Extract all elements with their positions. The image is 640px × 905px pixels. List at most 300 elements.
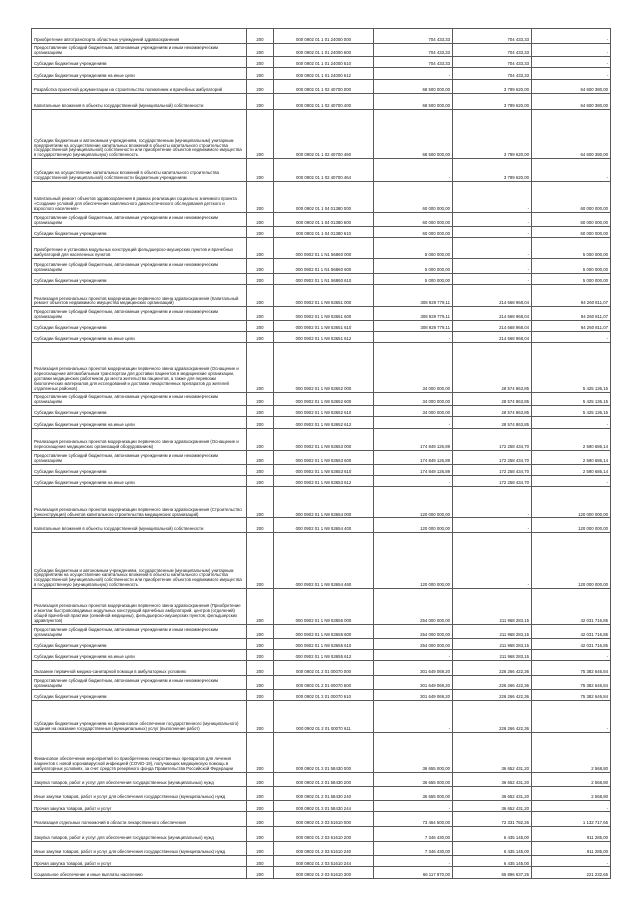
- row-approved-amount: 60 000 000,00: [374, 181, 453, 212]
- row-classification-code: 000 0902 01 2 01 00070 600: [274, 675, 374, 690]
- row-executed-amount: 36 652 431,20: [453, 801, 532, 812]
- table-row: [32, 343, 611, 392]
- row-approved-amount: 36 655 000,00: [374, 773, 453, 786]
- row-classification-code: 000 0902 01 2 03 51610 000: [274, 812, 374, 827]
- row-executed-amount: 704 433,33: [453, 68, 532, 79]
- row-executed-amount: 6 435 145,00: [453, 841, 532, 856]
- row-name: Субсидии бюджетным учреждениям: [32, 406, 247, 417]
- row-executed-amount: 172 258 434,70: [453, 428, 532, 450]
- row-name: Субсидии бюджетным учреждениям на финансовое обеспечение государственного (муниципального) задания на оказание государственных (муниципальных) услуг (выполнение работ): [32, 701, 247, 732]
- table-row: [32, 417, 611, 428]
- row-classification-code: 000 0902 01 1 N9 53653 610: [274, 464, 374, 475]
- table-row: [32, 690, 611, 701]
- row-name: Субсидии бюджетным учреждениям: [32, 464, 247, 475]
- row-unexecuted-amount: 60 000 000,00: [532, 226, 611, 237]
- row-executed-amount: 214 668 968,04: [453, 307, 532, 320]
- row-approved-amount: -: [374, 159, 453, 181]
- row-code: 200: [247, 320, 274, 331]
- row-classification-code: 000 0902 01 2 01 58430 000: [274, 732, 374, 772]
- row-approved-amount: 60 000 000,00: [374, 213, 453, 226]
- table-row: [32, 181, 611, 212]
- row-code: 200: [247, 638, 274, 649]
- row-executed-amount: 214 668 968,04: [453, 320, 532, 331]
- row-executed-amount: 6 435 145,00: [453, 856, 532, 867]
- row-name: Реализация региональных проектов модернизации первичного звена здравоохранения (Оснащение и переоснащение автомобильным транспортом для доставки пациентов в медицинские организации, доставки медицинских работников до места жительства пациентов, а также для перевозки биологических материалов для исследований и доставки лекарственных препаратов до жителей отдаленных районов): [32, 343, 247, 392]
- table-row: [32, 827, 611, 842]
- row-approved-amount: 7 346 430,00: [374, 827, 453, 842]
- row-classification-code: 000 0902 01 1 N9 53652 000: [274, 343, 374, 392]
- table-row: [32, 701, 611, 732]
- table-row: [32, 451, 611, 464]
- row-unexecuted-amount: -: [532, 159, 611, 181]
- row-executed-amount: 28 574 863,85: [453, 417, 532, 428]
- row-approved-amount: -: [374, 701, 453, 732]
- row-unexecuted-amount: 64 600 380,00: [532, 94, 611, 110]
- row-classification-code: 000 0902 01 2 01 00070 610: [274, 690, 374, 701]
- row-code: 200: [247, 159, 274, 181]
- row-name: Субсидии бюджетным учреждениям: [32, 57, 247, 68]
- row-code: 200: [247, 273, 274, 284]
- row-approved-amount: 68 500 000,00: [374, 94, 453, 110]
- row-approved-amount: -: [374, 332, 453, 343]
- row-name: Реализация региональных проектов модернизации первичного звена здравоохранения (Строительство (реконструкция) объектов капитального строительства медицинских организаций): [32, 486, 247, 517]
- row-approved-amount: 308 929 779,11: [374, 284, 453, 306]
- row-code: 200: [247, 259, 274, 274]
- row-code: 200: [247, 827, 274, 842]
- row-executed-amount: 211 968 283,15: [453, 638, 532, 649]
- row-executed-amount: 704 433,33: [453, 57, 532, 68]
- row-name: Социальное обеспечение и иные выплаты населению: [32, 867, 247, 878]
- row-code: 200: [247, 812, 274, 827]
- row-code: 200: [247, 841, 274, 856]
- row-unexecuted-amount: 2 590 686,14: [532, 451, 611, 464]
- table-row: [32, 226, 611, 237]
- row-unexecuted-amount: 2 568,80: [532, 732, 611, 772]
- row-name: Субсидии бюджетным учреждениям: [32, 273, 247, 284]
- row-code: 200: [247, 625, 274, 638]
- table-row: [32, 801, 611, 812]
- row-name: Иные закупки товаров, работ и услуг для обеспечения государственных (муниципальных) нужд: [32, 841, 247, 856]
- row-name: Реализация отдельных полномочий в области лекарственного обеспечения: [32, 812, 247, 827]
- row-name: Предоставление субсидий бюджетным, автономным учреждениям и иным некоммерческим организациям: [32, 43, 247, 56]
- row-code: 200: [247, 486, 274, 517]
- row-approved-amount: 254 000 000,00: [374, 625, 453, 638]
- row-code: 200: [247, 675, 274, 690]
- row-executed-amount: 3 799 620,00: [453, 79, 532, 94]
- row-unexecuted-amount: 94 260 811,07: [532, 320, 611, 331]
- row-approved-amount: 254 000 000,00: [374, 589, 453, 625]
- row-approved-amount: 704 433,33: [374, 43, 453, 56]
- table-row: [32, 856, 611, 867]
- row-executed-amount: 226 266 422,36: [453, 701, 532, 732]
- table-row: [32, 841, 611, 856]
- row-executed-amount: 3 799 620,00: [453, 94, 532, 110]
- row-approved-amount: 174 849 126,89: [374, 428, 453, 450]
- row-code: 200: [247, 237, 274, 258]
- row-approved-amount: 120 000 000,00: [374, 486, 453, 517]
- row-approved-amount: 34 000 000,00: [374, 406, 453, 417]
- table-row: [32, 392, 611, 405]
- table-row: [32, 428, 611, 450]
- table-row: [32, 213, 611, 226]
- row-classification-code: 000 0902 01 1 N9 53654 400: [274, 518, 374, 533]
- row-name: Закупка товаров, работ и услуг для обеспечения государственных (муниципальных) нужд: [32, 827, 247, 842]
- table-row: [32, 589, 611, 625]
- row-executed-amount: -: [453, 237, 532, 258]
- row-code: 200: [247, 181, 274, 212]
- table-row: [32, 475, 611, 486]
- row-executed-amount: -: [453, 533, 532, 589]
- row-unexecuted-amount: 5 000 000,00: [532, 259, 611, 274]
- row-approved-amount: 34 000 000,00: [374, 392, 453, 405]
- row-classification-code: 000 0902 01 2 01 58430 240: [274, 786, 374, 801]
- table-row: [32, 29, 611, 44]
- row-unexecuted-amount: 5 000 000,00: [532, 273, 611, 284]
- row-executed-amount: -: [453, 226, 532, 237]
- row-executed-amount: 36 652 431,20: [453, 773, 532, 786]
- row-unexecuted-amount: 5 425 136,15: [532, 406, 611, 417]
- row-classification-code: 000 0902 01 1 N9 53651 000: [274, 284, 374, 306]
- row-unexecuted-amount: -: [532, 68, 611, 79]
- row-code: 200: [247, 284, 274, 306]
- row-code: 200: [247, 867, 274, 878]
- row-unexecuted-amount: 75 382 646,84: [532, 675, 611, 690]
- row-code: 200: [247, 226, 274, 237]
- row-executed-amount: 226 266 422,36: [453, 660, 532, 675]
- row-unexecuted-amount: -: [532, 475, 611, 486]
- row-unexecuted-amount: -: [532, 801, 611, 812]
- row-unexecuted-amount: 2 568,80: [532, 773, 611, 786]
- table-row: [32, 786, 611, 801]
- row-unexecuted-amount: 94 260 811,07: [532, 284, 611, 306]
- row-classification-code: 000 0902 01 1 N9 53653 000: [274, 428, 374, 450]
- row-classification-code: 000 0902 01 1 N9 53651 610: [274, 320, 374, 331]
- row-executed-amount: 211 968 283,15: [453, 649, 532, 660]
- row-classification-code: 000 0902 01 1 N9 53653 600: [274, 451, 374, 464]
- row-approved-amount: 308 929 779,11: [374, 307, 453, 320]
- row-approved-amount: 34 000 000,00: [374, 343, 453, 392]
- row-classification-code: 000 0902 01 1 N9 53655 000: [274, 589, 374, 625]
- row-code: 200: [247, 801, 274, 812]
- row-code: 200: [247, 79, 274, 94]
- row-approved-amount: -: [374, 856, 453, 867]
- row-code: 200: [247, 94, 274, 110]
- expenses-table: [31, 28, 611, 879]
- table-row: [32, 57, 611, 68]
- table-row: [32, 732, 611, 772]
- row-unexecuted-amount: -: [532, 43, 611, 56]
- row-unexecuted-amount: 64 600 380,00: [532, 109, 611, 158]
- table-row: [32, 273, 611, 284]
- row-unexecuted-amount: 120 000 000,00: [532, 518, 611, 533]
- row-approved-amount: 66 117 870,00: [374, 867, 453, 878]
- row-code: 200: [247, 29, 274, 44]
- row-unexecuted-amount: 2 568,80: [532, 786, 611, 801]
- row-code: 200: [247, 109, 274, 158]
- row-approved-amount: 301 649 069,20: [374, 690, 453, 701]
- row-code: 200: [247, 343, 274, 392]
- table-row: [32, 867, 611, 878]
- row-code: 200: [247, 589, 274, 625]
- row-approved-amount: 5 000 000,00: [374, 237, 453, 258]
- row-name: Оказание первичной медико-санитарной помощи в амбулаторных условиях: [32, 660, 247, 675]
- row-approved-amount: 36 655 000,00: [374, 786, 453, 801]
- row-code: 200: [247, 406, 274, 417]
- row-classification-code: 000 0902 01 1 01 24000 612: [274, 68, 374, 79]
- row-executed-amount: 172 258 434,70: [453, 475, 532, 486]
- row-name: Прочая закупка товаров, работ и услуг: [32, 801, 247, 812]
- row-executed-amount: 36 652 431,20: [453, 786, 532, 801]
- row-approved-amount: 68 500 000,00: [374, 109, 453, 158]
- row-classification-code: 000 0902 01 2 01 58430 200: [274, 773, 374, 786]
- row-name: Капитальные вложения в объекты государственной (муниципальной) собственности: [32, 518, 247, 533]
- row-unexecuted-amount: 5 425 136,15: [532, 392, 611, 405]
- row-approved-amount: 174 849 126,89: [374, 451, 453, 464]
- row-unexecuted-amount: 120 000 000,00: [532, 533, 611, 589]
- row-executed-amount: 3 799 620,00: [453, 159, 532, 181]
- row-unexecuted-amount: 2 590 686,14: [532, 464, 611, 475]
- row-unexecuted-amount: 42 031 716,85: [532, 625, 611, 638]
- table-row: [32, 237, 611, 258]
- row-name: Субсидии бюджетным учреждениям: [32, 226, 247, 237]
- row-unexecuted-amount: 2 590 686,14: [532, 428, 611, 450]
- row-classification-code: 000 0902 01 1 04 01380 000: [274, 181, 374, 212]
- row-classification-code: 000 0902 01 1 N9 53651 612: [274, 332, 374, 343]
- table-row: [32, 332, 611, 343]
- row-code: 200: [247, 417, 274, 428]
- row-approved-amount: 5 000 000,00: [374, 259, 453, 274]
- row-code: 200: [247, 649, 274, 660]
- table-row: [32, 79, 611, 94]
- row-unexecuted-amount: 1 132 717,65: [532, 812, 611, 827]
- row-approved-amount: 5 000 000,00: [374, 273, 453, 284]
- table-row: [32, 259, 611, 274]
- row-approved-amount: -: [374, 801, 453, 812]
- row-unexecuted-amount: 221 232,65: [532, 867, 611, 878]
- row-code: 200: [247, 786, 274, 801]
- row-code: 200: [247, 660, 274, 675]
- row-name: Финансовое обеспечение мероприятий по приобретению лекарственных препаратов для лечения пациентов с новой коронавирусной инфекцией (COVID-19), получающих медицинскую помощь в амбулаторных условиях, за счет средств резервного фонда Правительства Российской Федерации: [32, 732, 247, 772]
- table-body: [32, 29, 611, 879]
- row-classification-code: 000 0902 01 1 N9 53653 612: [274, 475, 374, 486]
- table-row: [32, 625, 611, 638]
- row-approved-amount: 704 433,33: [374, 29, 453, 44]
- row-approved-amount: 301 649 069,20: [374, 660, 453, 675]
- row-executed-amount: 214 668 968,04: [453, 284, 532, 306]
- row-unexecuted-amount: 64 600 380,00: [532, 79, 611, 94]
- row-classification-code: 000 0902 01 1 01 24000 600: [274, 43, 374, 56]
- row-executed-amount: 704 433,33: [453, 43, 532, 56]
- row-name: Субсидии бюджетным учреждениям на иные цели: [32, 332, 247, 343]
- row-approved-amount: 7 346 430,00: [374, 841, 453, 856]
- row-unexecuted-amount: -: [532, 332, 611, 343]
- row-classification-code: 000 0902 01 1 01 24000 000: [274, 29, 374, 44]
- row-classification-code: 000 0902 01 1 02 40700 000: [274, 79, 374, 94]
- row-code: 200: [247, 57, 274, 68]
- row-classification-code: 000 0902 01 2 03 51610 200: [274, 827, 374, 842]
- row-name: Приобретение автотранспорта областных учреждений здравоохранения: [32, 29, 247, 44]
- row-unexecuted-amount: -: [532, 649, 611, 660]
- row-executed-amount: -: [453, 181, 532, 212]
- row-classification-code: 000 0902 01 2 03 51610 244: [274, 856, 374, 867]
- row-classification-code: 000 0902 01 1 02 40700 464: [274, 159, 374, 181]
- row-approved-amount: 704 433,33: [374, 57, 453, 68]
- row-classification-code: 000 0902 01 1 N1 56860 000: [274, 237, 374, 258]
- row-code: 200: [247, 856, 274, 867]
- table-row: [32, 307, 611, 320]
- row-approved-amount: 73 464 500,00: [374, 812, 453, 827]
- row-classification-code: 000 0902 01 1 N9 53654 460: [274, 533, 374, 589]
- row-code: 200: [247, 307, 274, 320]
- row-name: Предоставление субсидий бюджетным, автономным учреждениям и иным некоммерческим организациям: [32, 625, 247, 638]
- table-row: [32, 660, 611, 675]
- row-name: Субсидии бюджетным учреждениям: [32, 638, 247, 649]
- row-approved-amount: 36 655 000,00: [374, 732, 453, 772]
- row-code: 200: [247, 43, 274, 56]
- row-classification-code: 000 0902 01 1 04 01380 600: [274, 213, 374, 226]
- row-executed-amount: 211 968 283,15: [453, 589, 532, 625]
- row-approved-amount: 120 000 000,00: [374, 533, 453, 589]
- row-executed-amount: 3 799 620,00: [453, 109, 532, 158]
- row-name: Субсидии бюджетным и автономным учреждениям, государственным (муниципальным) унитарным предприятиям на осуществление капитальных вложений в объекты капитального строительства государственной (муниципальной) собственности или приобретение объектов недвижимого имущества в государственную (муниципальную) собственность: [32, 109, 247, 158]
- table-row: [32, 43, 611, 56]
- row-name: Субсидии бюджетным учреждениям на иные цели: [32, 68, 247, 79]
- table-row: [32, 518, 611, 533]
- row-executed-amount: 6 435 145,00: [453, 827, 532, 842]
- row-unexecuted-amount: -: [532, 856, 611, 867]
- row-unexecuted-amount: 5 000 000,00: [532, 237, 611, 258]
- row-code: 200: [247, 518, 274, 533]
- row-approved-amount: -: [374, 68, 453, 79]
- row-executed-amount: 28 574 863,85: [453, 343, 532, 392]
- row-unexecuted-amount: -: [532, 57, 611, 68]
- row-executed-amount: -: [453, 259, 532, 274]
- row-classification-code: 000 0902 01 1 02 40700 400: [274, 94, 374, 110]
- row-name: Субсидии бюджетным учреждениям: [32, 690, 247, 701]
- row-classification-code: 000 0902 01 2 01 00070 000: [274, 660, 374, 675]
- row-name: Приобретение и установка модульных конструкций фельдшерско-акушерских пунктов и врачебных амбулаторий для населенных пунктов: [32, 237, 247, 258]
- row-unexecuted-amount: 75 382 646,84: [532, 690, 611, 701]
- row-approved-amount: -: [374, 649, 453, 660]
- row-classification-code: 000 0902 01 1 01 24000 610: [274, 57, 374, 68]
- row-executed-amount: 72 331 782,26: [453, 812, 532, 827]
- row-executed-amount: 172 258 434,70: [453, 464, 532, 475]
- row-code: 200: [247, 475, 274, 486]
- row-executed-amount: 28 574 863,85: [453, 392, 532, 405]
- row-classification-code: 000 0902 01 1 N9 53652 600: [274, 392, 374, 405]
- row-classification-code: 000 0902 01 1 N9 53652 612: [274, 417, 374, 428]
- row-unexecuted-amount: -: [532, 417, 611, 428]
- row-name: Субсидии бюджетным учреждениям на иные цели: [32, 417, 247, 428]
- row-unexecuted-amount: 5 425 136,15: [532, 343, 611, 392]
- row-executed-amount: 36 652 431,20: [453, 732, 532, 772]
- row-name: Прочая закупка товаров, работ и услуг: [32, 856, 247, 867]
- row-executed-amount: 211 968 283,15: [453, 625, 532, 638]
- table-row: [32, 406, 611, 417]
- row-unexecuted-amount: 60 000 000,00: [532, 213, 611, 226]
- row-executed-amount: 172 258 434,70: [453, 451, 532, 464]
- row-name: Иные закупки товаров, работ и услуг для обеспечения государственных (муниципальных) нужд: [32, 786, 247, 801]
- row-name: Капитальные вложения в объекты государственной (муниципальной) собственности: [32, 94, 247, 110]
- row-name: Закупка товаров, работ и услуг для обеспечения государственных (муниципальных) нужд: [32, 773, 247, 786]
- row-approved-amount: 60 000 000,00: [374, 226, 453, 237]
- row-classification-code: 000 0902 01 2 01 58430 244: [274, 801, 374, 812]
- table-row: [32, 533, 611, 589]
- row-classification-code: 000 0902 01 1 N9 53655 600: [274, 625, 374, 638]
- row-approved-amount: 301 649 069,20: [374, 675, 453, 690]
- row-name: Реализация региональных проектов модернизации первичного звена здравоохранения (Приобретение и монтаж быстровозводимых модульных конструкций врачебных амбулаторий, центров (отделений) общей врачебной практики (семейной медицины), фельдшерско-акушерских пунктов, фельдшерских здравпунктов): [32, 589, 247, 625]
- row-name: Реализация региональных проектов модернизации первичного звена здравоохранения (Капитальный ремонт объектов недвижимого имущества медицинских организаций): [32, 284, 247, 306]
- row-classification-code: 000 0902 01 2 03 51610 240: [274, 841, 374, 856]
- row-name: Предоставление субсидий бюджетным, автономным учреждениям и иным некоммерческим организациям: [32, 259, 247, 274]
- row-classification-code: 000 0902 01 2 01 00070 611: [274, 701, 374, 732]
- row-approved-amount: -: [374, 417, 453, 428]
- row-approved-amount: -: [374, 475, 453, 486]
- row-name: Субсидии бюджетным учреждениям на иные цели: [32, 649, 247, 660]
- row-name: Субсидии бюджетным учреждениям: [32, 320, 247, 331]
- table-row: [32, 94, 611, 110]
- row-approved-amount: 308 929 779,11: [374, 320, 453, 331]
- row-unexecuted-amount: 911 285,00: [532, 841, 611, 856]
- row-name: Субсидии на осуществление капитальных вложений в объекты капитального строительства государственной (муниципальной) собственности бюджетным учреждениям: [32, 159, 247, 181]
- row-name: Разработка проектной документации на строительство поликлиник и врачебных амбулаторий: [32, 79, 247, 94]
- row-code: 200: [247, 533, 274, 589]
- row-code: 200: [247, 332, 274, 343]
- row-name: Предоставление субсидий бюджетным, автономным учреждениям и иным некоммерческим организациям: [32, 451, 247, 464]
- table-row: [32, 649, 611, 660]
- row-approved-amount: 68 500 000,00: [374, 79, 453, 94]
- row-approved-amount: 174 849 126,89: [374, 464, 453, 475]
- table-row: [32, 68, 611, 79]
- row-executed-amount: 214 668 968,04: [453, 332, 532, 343]
- table-row: [32, 773, 611, 786]
- row-executed-amount: -: [453, 486, 532, 517]
- row-code: 200: [247, 464, 274, 475]
- row-code: 200: [247, 428, 274, 450]
- row-executed-amount: 226 266 422,36: [453, 675, 532, 690]
- table-row: [32, 284, 611, 306]
- row-code: 200: [247, 701, 274, 732]
- table-row: [32, 812, 611, 827]
- row-unexecuted-amount: 60 000 000,00: [532, 181, 611, 212]
- row-approved-amount: 120 000 000,00: [374, 518, 453, 533]
- row-name: Предоставление субсидий бюджетным, автономным учреждениям и иным некоммерческим организациям: [32, 307, 247, 320]
- row-classification-code: 000 0902 01 1 N9 53654 000: [274, 486, 374, 517]
- row-name: Предоставление субсидий бюджетным, автономным учреждениям и иным некоммерческим организациям: [32, 675, 247, 690]
- row-classification-code: 000 0902 01 1 04 01380 610: [274, 226, 374, 237]
- row-unexecuted-amount: 42 031 716,85: [532, 638, 611, 649]
- row-classification-code: 000 0902 01 1 N9 53655 610: [274, 638, 374, 649]
- row-code: 200: [247, 213, 274, 226]
- row-code: 200: [247, 68, 274, 79]
- row-approved-amount: 254 000 000,00: [374, 638, 453, 649]
- row-unexecuted-amount: -: [532, 29, 611, 44]
- table-row: [32, 109, 611, 158]
- row-executed-amount: 28 574 863,85: [453, 406, 532, 417]
- row-classification-code: 000 0902 01 2 03 51610 300: [274, 867, 374, 878]
- table-row: [32, 464, 611, 475]
- row-executed-amount: -: [453, 518, 532, 533]
- row-unexecuted-amount: 120 000 000,00: [532, 486, 611, 517]
- row-classification-code: 000 0902 01 1 N1 56860 600: [274, 259, 374, 274]
- row-name: Предоставление субсидий бюджетным, автономным учреждениям и иным некоммерческим организациям: [32, 213, 247, 226]
- row-classification-code: 000 0902 01 1 N9 53652 610: [274, 406, 374, 417]
- row-classification-code: 000 0902 01 1 N9 53655 612: [274, 649, 374, 660]
- row-code: 200: [247, 392, 274, 405]
- row-executed-amount: -: [453, 213, 532, 226]
- table-row: [32, 320, 611, 331]
- row-unexecuted-amount: 42 031 716,85: [532, 589, 611, 625]
